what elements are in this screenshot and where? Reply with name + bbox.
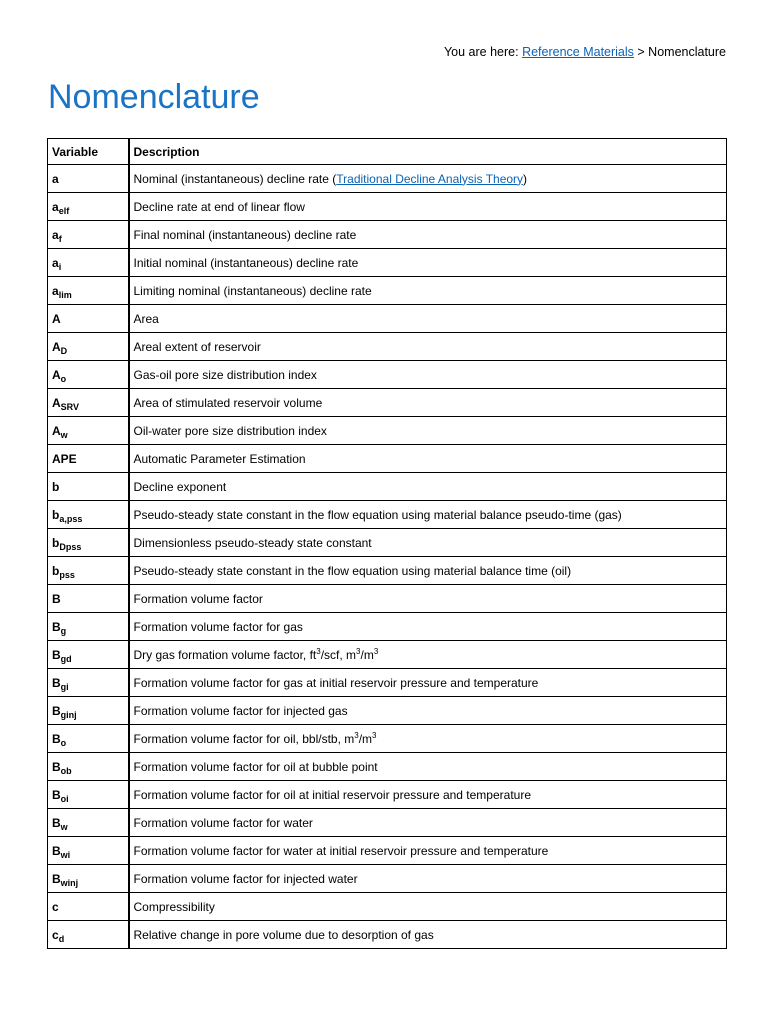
description-text: Limiting nominal (instantaneous) decline rate — [133, 283, 372, 298]
description-text-mid: /scf, m — [320, 647, 357, 662]
description-text: Automatic Parameter Estimation — [133, 451, 306, 466]
variable-symbol: B — [52, 787, 61, 802]
table-row — [48, 389, 727, 417]
variable-symbol: B — [52, 647, 61, 662]
description-cell — [129, 193, 727, 221]
table-row — [48, 305, 727, 333]
table-row — [48, 501, 727, 529]
variable-symbol: B — [52, 619, 61, 634]
description-text: Area — [133, 311, 159, 326]
description-cell — [129, 641, 727, 669]
table-row — [48, 361, 727, 389]
variable-cell — [48, 585, 129, 613]
variable-symbol: APE — [52, 451, 77, 466]
table-row — [48, 473, 727, 501]
description-cell — [129, 501, 727, 529]
variable-cell — [48, 529, 129, 557]
description-cell — [129, 725, 727, 753]
description-text-after: ) — [523, 171, 528, 186]
table-row — [48, 333, 727, 361]
column-header-variable: Variable — [48, 139, 129, 165]
variable-symbol: a — [52, 227, 59, 242]
description-cell — [129, 697, 727, 725]
description-cell — [129, 921, 727, 949]
description-superscript: 3 — [316, 646, 321, 656]
table-row — [48, 445, 727, 473]
variable-subscript: elf — [58, 205, 70, 216]
variable-subscript: w — [60, 821, 68, 832]
description-cell — [129, 389, 727, 417]
table-row — [48, 837, 727, 865]
description-text: Decline exponent — [133, 479, 227, 494]
variable-cell — [48, 473, 129, 501]
table-row — [48, 669, 727, 697]
variable-subscript: winj — [60, 877, 79, 888]
variable-symbol: B — [52, 731, 61, 746]
breadcrumb — [444, 45, 726, 59]
table-row — [48, 249, 727, 277]
variable-subscript: o — [60, 373, 67, 384]
description-cell — [129, 445, 727, 473]
table-row — [48, 221, 727, 249]
description-cell — [129, 781, 727, 809]
description-cell — [129, 585, 727, 613]
table-body — [48, 165, 727, 949]
variable-subscript: ginj — [60, 709, 77, 720]
breadcrumb-link-reference-materials[interactable]: Reference Materials — [522, 45, 634, 59]
variable-subscript: g — [60, 625, 67, 636]
description-text: Areal extent of reservoir — [133, 339, 261, 354]
variable-cell — [48, 361, 129, 389]
page-title: Nomenclature — [48, 78, 260, 116]
table-row — [48, 753, 727, 781]
variable-cell — [48, 753, 129, 781]
description-text: Formation volume factor for oil at initial reservoir pressure and temperature — [133, 787, 531, 802]
variable-symbol: B — [52, 843, 61, 858]
variable-symbol: B — [52, 871, 61, 886]
description-text: Dimensionless pseudo-steady state constant — [133, 535, 372, 550]
description-cell — [129, 277, 727, 305]
variable-symbol: c — [52, 899, 59, 914]
table-row — [48, 557, 727, 585]
table-row — [48, 921, 727, 949]
breadcrumb-separator: > — [633, 45, 649, 59]
description-text: Formation volume factor for oil, bbl/stb, m — [133, 731, 355, 746]
variable-cell — [48, 921, 129, 949]
table-row — [48, 725, 727, 753]
variable-subscript: SRV — [60, 401, 80, 412]
description-text: Formation volume factor for water at initial reservoir pressure and temperature — [133, 843, 549, 858]
description-cell — [129, 557, 727, 585]
variable-cell — [48, 333, 129, 361]
variable-symbol: A — [52, 423, 61, 438]
variable-symbol: B — [52, 759, 61, 774]
variable-cell — [48, 641, 129, 669]
variable-cell — [48, 557, 129, 585]
variable-symbol: a — [52, 283, 59, 298]
column-header-description: Description — [129, 139, 727, 165]
table-row — [48, 277, 727, 305]
table-row — [48, 781, 727, 809]
variable-symbol: B — [52, 703, 61, 718]
description-text: Oil-water pore size distribution index — [133, 423, 327, 438]
variable-subscript: ob — [60, 765, 72, 776]
description-text-mid: /m — [360, 647, 374, 662]
description-cell — [129, 165, 727, 193]
table-header-row — [48, 139, 727, 165]
variable-subscript: d — [58, 933, 65, 944]
description-cell — [129, 473, 727, 501]
variable-cell — [48, 277, 129, 305]
description-text: Nominal (instantaneous) decline rate ( — [133, 171, 337, 186]
description-superscript: 3 — [372, 730, 377, 740]
table-row — [48, 893, 727, 921]
variable-cell — [48, 781, 129, 809]
variable-symbol: b — [52, 507, 60, 522]
variable-cell — [48, 193, 129, 221]
table-row — [48, 865, 727, 893]
variable-symbol: A — [52, 339, 61, 354]
breadcrumb-current: Nomenclature — [648, 45, 726, 59]
variable-symbol: B — [52, 591, 61, 606]
variable-cell — [48, 417, 129, 445]
breadcrumb-prefix: You are here: — [443, 45, 523, 59]
table-row — [48, 613, 727, 641]
description-text: Pseudo-steady state constant in the flow equation using material balance time (oil) — [133, 563, 572, 578]
description-superscript: 3 — [354, 730, 359, 740]
description-text: Formation volume factor for gas — [133, 619, 303, 634]
description-text: Relative change in pore volume due to desorption of gas — [133, 927, 434, 942]
variable-subscript: gd — [60, 653, 72, 664]
description-cell — [129, 837, 727, 865]
description-cell — [129, 305, 727, 333]
description-cell — [129, 333, 727, 361]
variable-cell — [48, 221, 129, 249]
description-cell — [129, 893, 727, 921]
variable-symbol: A — [52, 367, 61, 382]
description-cell — [129, 753, 727, 781]
description-superscript: 3 — [356, 646, 361, 656]
table-row — [48, 641, 727, 669]
table-row — [48, 193, 727, 221]
description-text: Initial nominal (instantaneous) decline rate — [133, 255, 359, 270]
description-cell — [129, 809, 727, 837]
description-cell — [129, 613, 727, 641]
description-cell — [129, 669, 727, 697]
variable-cell — [48, 725, 129, 753]
description-superscript: 3 — [373, 646, 379, 656]
variable-subscript: f — [58, 233, 62, 244]
description-text: Pseudo-steady state constant in the flow equation using material balance pseudo-time (gas) — [133, 507, 622, 522]
variable-symbol: B — [52, 815, 61, 830]
variable-cell — [48, 445, 129, 473]
variable-symbol: b — [52, 563, 60, 578]
variable-cell — [48, 249, 129, 277]
description-cell — [129, 865, 727, 893]
variable-cell — [48, 837, 129, 865]
variable-cell — [48, 893, 129, 921]
variable-symbol: B — [52, 675, 61, 690]
variable-symbol: a — [52, 171, 59, 186]
variable-subscript: wi — [60, 849, 71, 860]
description-text: Gas-oil pore size distribution index — [133, 367, 317, 382]
table-row — [48, 585, 727, 613]
table-row — [48, 417, 727, 445]
variable-subscript: lim — [58, 289, 72, 300]
variable-cell — [48, 669, 129, 697]
variable-subscript: pss — [59, 569, 75, 580]
variable-cell — [48, 697, 129, 725]
variable-symbol: a — [52, 199, 59, 214]
nomenclature-table — [47, 138, 727, 949]
table-row — [48, 809, 727, 837]
variable-subscript: i — [58, 261, 62, 272]
description-text: Formation volume factor for oil at bubble point — [133, 759, 378, 774]
variable-subscript: Dpss — [59, 541, 82, 552]
description-text: Formation volume factor for injected water — [133, 871, 358, 886]
variable-symbol: a — [52, 255, 59, 270]
variable-symbol: c — [52, 927, 59, 942]
description-cell — [129, 249, 727, 277]
table-row — [48, 529, 727, 557]
description-text: Formation volume factor — [133, 591, 263, 606]
description-text: Final nominal (instantaneous) decline rate — [133, 227, 357, 242]
variable-symbol: A — [52, 395, 61, 410]
description-text-mid: /m — [358, 731, 373, 746]
description-text: Compressibility — [133, 899, 215, 914]
description-cell — [129, 529, 727, 557]
table-row — [48, 697, 727, 725]
variable-cell — [48, 613, 129, 641]
variable-subscript: w — [60, 429, 68, 440]
description-text: Formation volume factor for gas at initial reservoir pressure and temperature — [133, 675, 539, 690]
variable-cell — [48, 501, 129, 529]
variable-cell — [48, 305, 129, 333]
variable-symbol: A — [52, 311, 61, 326]
variable-subscript: D — [60, 345, 68, 356]
description-text: Formation volume factor for water — [133, 815, 313, 830]
description-cell — [129, 221, 727, 249]
description-text: Decline rate at end of linear flow — [133, 199, 305, 214]
variable-cell — [48, 865, 129, 893]
variable-symbol: b — [52, 535, 60, 550]
variable-symbol: b — [52, 479, 60, 494]
variable-cell — [48, 389, 129, 417]
description-link[interactable]: Traditional Decline Analysis Theory — [336, 171, 524, 186]
variable-cell — [48, 809, 129, 837]
description-cell — [129, 361, 727, 389]
variable-subscript: a,pss — [59, 513, 83, 524]
description-text: Formation volume factor for injected gas — [133, 703, 348, 718]
table-row — [48, 165, 727, 193]
variable-subscript: oi — [60, 793, 69, 804]
description-text: Area of stimulated reservoir volume — [133, 395, 323, 410]
variable-subscript: gi — [60, 681, 69, 692]
variable-cell — [48, 165, 129, 193]
description-cell — [129, 417, 727, 445]
variable-subscript: o — [60, 737, 67, 748]
description-text: Dry gas formation volume factor, ft — [133, 647, 317, 662]
